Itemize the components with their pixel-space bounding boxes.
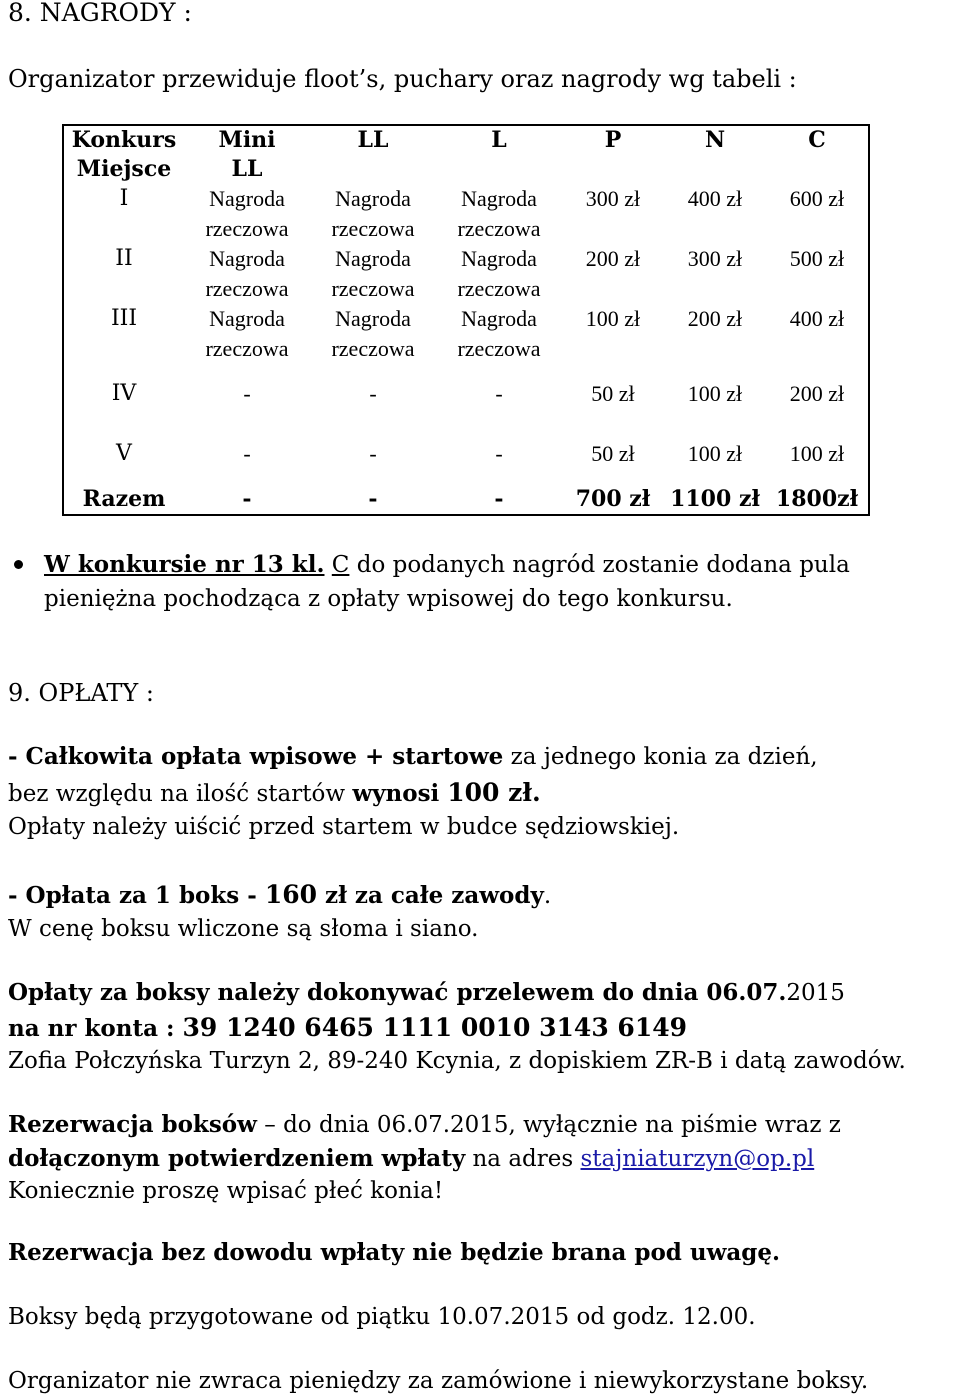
section-8-heading: 8. NAGRODY : bbox=[8, 0, 192, 27]
section-9-heading: 9. OPŁATY : bbox=[8, 679, 154, 707]
table-cell-l: - bbox=[495, 381, 503, 406]
table-cell-mini: - bbox=[242, 486, 252, 512]
header-l: L bbox=[491, 127, 507, 153]
table-row bbox=[63, 304, 869, 364]
table-row bbox=[63, 184, 869, 244]
table-cell-c: 400 zł bbox=[789, 306, 845, 331]
table-cell-p: 100 zł bbox=[585, 306, 641, 331]
header-mini-ll: Mini LL bbox=[218, 127, 276, 182]
gender-note: Koniecznie proszę wpisać płeć konia! bbox=[8, 1178, 444, 1204]
header-n: N bbox=[704, 127, 726, 153]
table-cell-ll: Nagroda rzeczowa bbox=[331, 306, 415, 361]
table-cell-place: V bbox=[116, 441, 132, 466]
table-cell-c: 500 zł bbox=[789, 246, 845, 271]
table-cell-place: I bbox=[119, 186, 129, 211]
table-row bbox=[63, 244, 869, 304]
email-link[interactable]: stajniaturzyn@op.pl bbox=[580, 1146, 815, 1172]
box-bold-1: - Opłata za 1 boks - bbox=[8, 882, 265, 909]
table-cell-place: Razem bbox=[82, 486, 166, 512]
section-8-intro: Organizator przewiduje floot’s, puchary oraz nagrody wg tabeli : bbox=[8, 65, 797, 93]
table-cell-c: 100 zł bbox=[789, 441, 845, 466]
table-cell-mini: Nagroda rzeczowa bbox=[205, 246, 289, 301]
table-cell-l: - bbox=[495, 441, 503, 466]
table-cell-c: 600 zł bbox=[789, 186, 845, 211]
account-line bbox=[8, 1013, 687, 1044]
no-proof-note: Rezerwacja bez dowodu wpłaty nie będzie brana pod uwagę. bbox=[8, 1239, 781, 1266]
table-row bbox=[63, 424, 869, 484]
reservation-2-rest: na adres bbox=[465, 1146, 581, 1172]
prize-table bbox=[62, 124, 870, 516]
bullet-class-letter: C bbox=[331, 552, 350, 578]
bullet-line-2: pieniężna pochodząca z opłaty wpisowej do tego konkursu. bbox=[44, 586, 733, 612]
header-c: C bbox=[808, 127, 826, 153]
table-cell-n: 400 zł bbox=[687, 186, 743, 211]
table-cell-ll: Nagroda rzeczowa bbox=[331, 246, 415, 301]
reservation-line-2 bbox=[8, 1144, 814, 1174]
table-cell-p: 700 zł bbox=[575, 486, 651, 512]
table-total-row bbox=[63, 484, 869, 515]
bullet-icon bbox=[14, 560, 23, 569]
table-cell-c: 1800zł bbox=[775, 486, 859, 512]
header-competition-place: Konkurs Miejsce bbox=[71, 127, 177, 182]
table-cell-p: 300 zł bbox=[585, 186, 641, 211]
fee-line-2 bbox=[8, 778, 541, 809]
no-refund-note: Organizator nie zwraca pieniędzy za zamówione i niewykorzystane boksy. bbox=[8, 1368, 869, 1394]
transfer-year: 2015 bbox=[786, 980, 845, 1006]
address-line: Zofia Połczyńska Turzyn 2, 89-240 Kcynia, z dopiskiem ZR-B i datą zawodów. bbox=[8, 1048, 906, 1074]
fee-amount: 100 zł. bbox=[447, 778, 541, 807]
table-cell-p: 50 zł bbox=[591, 441, 635, 466]
table-cell-l: - bbox=[494, 486, 504, 512]
fee-line-1-bold: - Całkowita opłata wpisowe + startowe bbox=[8, 743, 504, 770]
box-amount: 160 bbox=[264, 880, 317, 909]
table-cell-mini: - bbox=[243, 381, 251, 406]
transfer-text: Opłaty za boksy należy dokonywać przelewem do dnia 06.07. bbox=[8, 979, 787, 1006]
table-cell-place: III bbox=[110, 306, 138, 331]
table-cell-mini: - bbox=[243, 441, 251, 466]
table-cell-mini: Nagroda rzeczowa bbox=[205, 306, 289, 361]
table-cell-ll: - bbox=[369, 441, 377, 466]
table-cell-place: IV bbox=[111, 381, 137, 406]
table-cell-p: 50 zł bbox=[591, 381, 635, 406]
account-number: 39 1240 6465 1111 0010 3143 6149 bbox=[182, 1013, 688, 1042]
fee-line-1-rest: za jednego konia za dzień, bbox=[503, 744, 818, 770]
table-cell-p: 200 zł bbox=[585, 246, 641, 271]
header-ll: LL bbox=[357, 127, 389, 153]
table-cell-place: II bbox=[115, 246, 133, 271]
table-header-row bbox=[63, 125, 869, 184]
reservation-line-1 bbox=[8, 1110, 841, 1140]
reservation-rest: – do dnia 06.07.2015, wyłącznie na piśmie wraz z bbox=[256, 1112, 841, 1138]
box-dot: . bbox=[543, 883, 552, 909]
table-cell-l: Nagroda rzeczowa bbox=[457, 246, 541, 301]
table-cell-n: 100 zł bbox=[687, 441, 743, 466]
table-cell-ll: - bbox=[369, 381, 377, 406]
table-cell-l: Nagroda rzeczowa bbox=[457, 306, 541, 361]
table-row bbox=[63, 364, 869, 424]
fee-line-2-bold: wynosi bbox=[352, 780, 448, 807]
table-cell-l: Nagroda rzeczowa bbox=[457, 186, 541, 241]
fee-line-2-start: bez względu na ilość startów bbox=[8, 781, 353, 807]
table-cell-mini: Nagroda rzeczowa bbox=[205, 186, 289, 241]
table-cell-n: 1100 zł bbox=[670, 486, 760, 512]
fee-line-3: Opłaty należy uiścić przed startem w budce sędziowskiej. bbox=[8, 814, 680, 840]
account-label: na nr konta : bbox=[8, 1015, 183, 1042]
box-bold-2: zł za całe zawody bbox=[317, 882, 544, 909]
boxes-ready-note: Boksy będą przygotowane od piątku 10.07.2015 od godz. 12.00. bbox=[8, 1304, 756, 1330]
bullet-rest: do podanych nagród zostanie dodana pula bbox=[349, 552, 850, 578]
box-line-2: W cenę boksu wliczone są słoma i siano. bbox=[8, 916, 479, 942]
header-p: P bbox=[604, 127, 622, 153]
reservation-2-bold: dołączonym potwierdzeniem wpłaty bbox=[8, 1145, 466, 1172]
fee-line-1 bbox=[8, 742, 818, 772]
table-cell-n: 100 zł bbox=[687, 381, 743, 406]
table-cell-n: 300 zł bbox=[687, 246, 743, 271]
table-cell-ll: - bbox=[368, 486, 378, 512]
table-cell-c: 200 zł bbox=[789, 381, 845, 406]
table-cell-ll: Nagroda rzeczowa bbox=[331, 186, 415, 241]
table-cell-n: 200 zł bbox=[687, 306, 743, 331]
transfer-line bbox=[8, 978, 845, 1008]
reservation-bold: Rezerwacja boksów bbox=[8, 1111, 257, 1138]
bullet-line-1 bbox=[44, 550, 850, 580]
box-line-1 bbox=[8, 880, 551, 911]
bullet-bold-text: W konkursie nr 13 kl. bbox=[44, 551, 325, 578]
